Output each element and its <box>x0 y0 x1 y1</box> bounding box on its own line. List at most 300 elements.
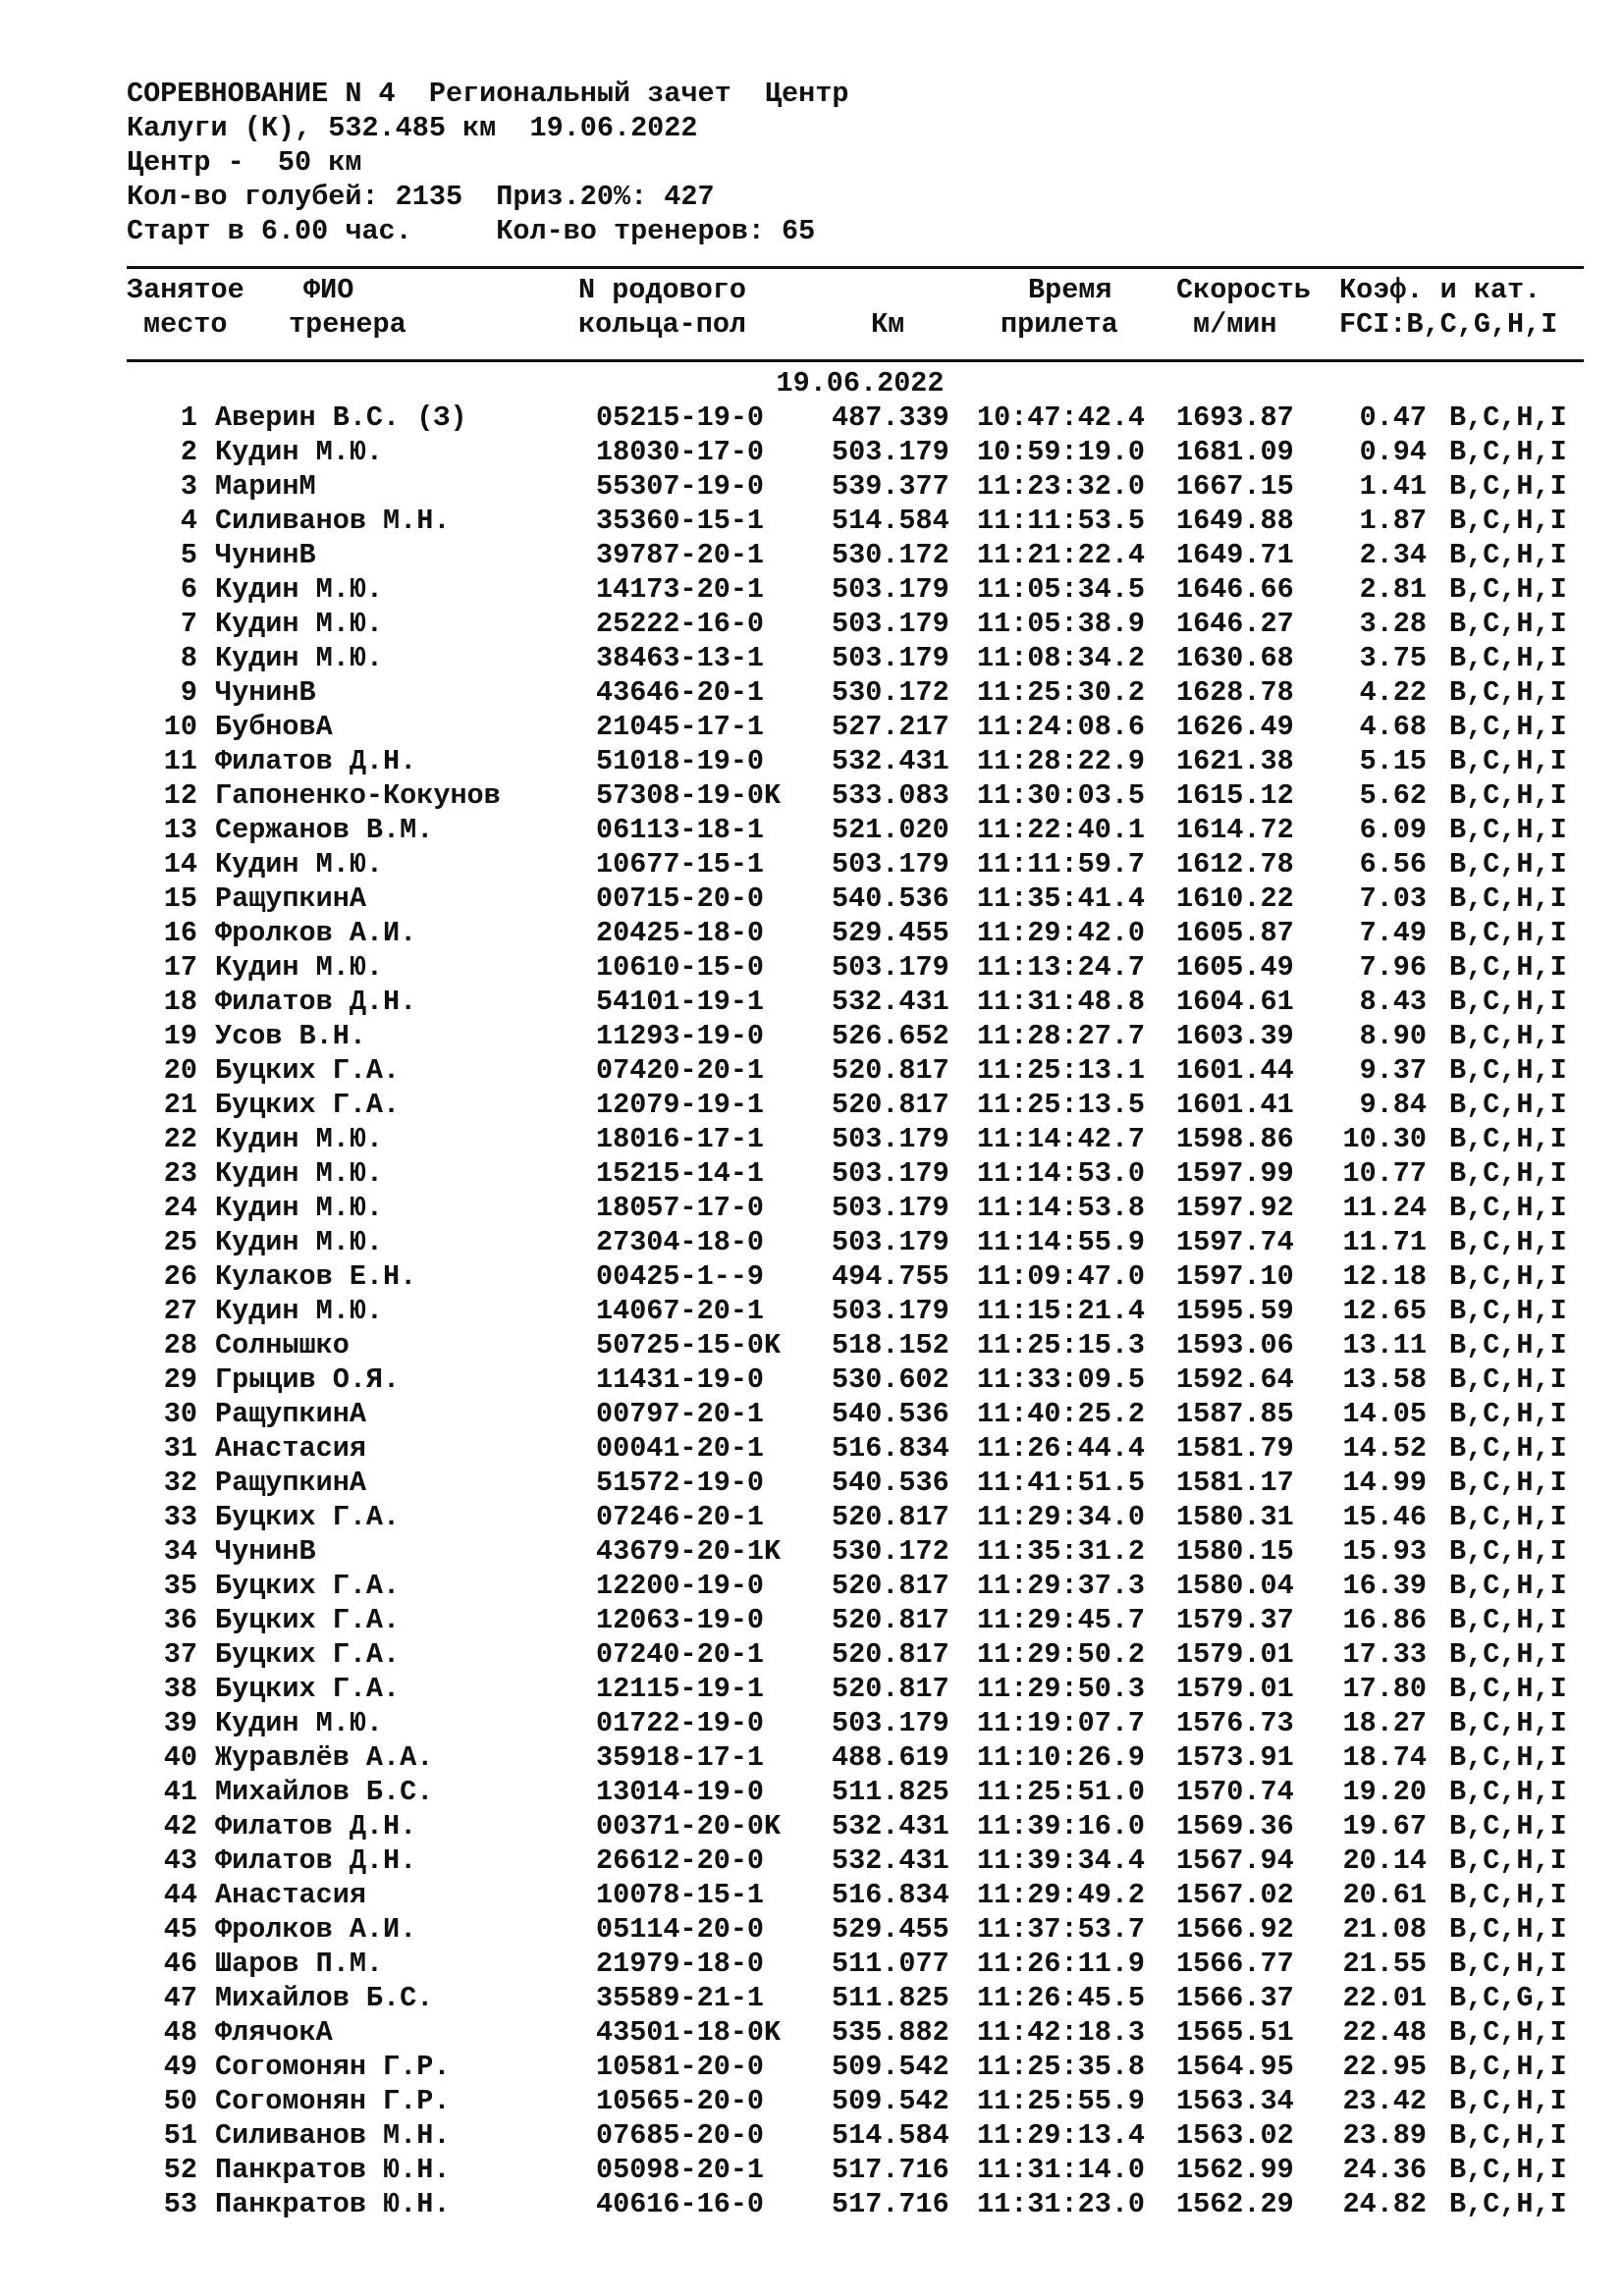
row-arrival-time: 11:31:48.8 <box>977 986 1146 1018</box>
col-speed-line1: Скорость <box>1176 274 1311 306</box>
row-trainer-name: ЧунинВ <box>215 676 316 709</box>
row-distance: 514.584 <box>832 2119 949 2152</box>
table-row <box>127 572 1584 607</box>
row-ring-number: 40616-16-0 <box>596 2188 765 2220</box>
row-categories: B,C,H,I <box>1449 779 1567 812</box>
row-trainer-name: Кудин М.Ю. <box>215 1226 384 1258</box>
row-categories: B,C,H,I <box>1449 1604 1567 1636</box>
row-trainer-name: Журавлёв А.А. <box>215 1741 434 1774</box>
row-arrival-time: 11:35:41.4 <box>977 882 1146 915</box>
table-row <box>127 1259 1584 1294</box>
row-categories: B,C,H,I <box>1449 470 1567 503</box>
row-place: 49 <box>163 2051 197 2083</box>
row-categories: B,C,H,I <box>1449 1467 1567 1499</box>
row-ring-number: 51018-19-0 <box>596 745 765 777</box>
row-speed: 1579.37 <box>1176 1604 1294 1636</box>
row-categories: B,C,H,I <box>1449 1570 1567 1602</box>
table-row <box>127 1637 1584 1672</box>
results-table <box>127 400 1584 2221</box>
row-arrival-time: 11:13:24.7 <box>977 951 1146 984</box>
row-categories: B,C,H,I <box>1449 2016 1567 2049</box>
row-ring-number: 07246-20-1 <box>596 1501 765 1533</box>
row-arrival-time: 11:09:47.0 <box>977 1260 1146 1293</box>
table-row <box>127 1534 1584 1569</box>
row-speed: 1563.34 <box>1176 2085 1294 2117</box>
row-place: 27 <box>163 1295 197 1327</box>
row-ring-number: 07240-20-1 <box>596 1638 765 1671</box>
row-coefficient: 0.94 <box>1359 436 1427 468</box>
row-place: 47 <box>163 1982 197 2014</box>
row-ring-number: 57308-19-0K <box>596 779 782 812</box>
table-row <box>127 2153 1584 2187</box>
row-trainer-name: Кудин М.Ю. <box>215 573 384 606</box>
row-distance: 539.377 <box>832 470 949 503</box>
row-trainer-name: Кудин М.Ю. <box>215 1707 384 1739</box>
row-distance: 503.179 <box>832 848 949 881</box>
row-categories: B,C,H,I <box>1449 1260 1567 1293</box>
row-distance: 503.179 <box>832 1192 949 1224</box>
row-ring-number: 18016-17-1 <box>596 1123 765 1155</box>
table-row <box>127 916 1584 950</box>
row-arrival-time: 11:25:51.0 <box>977 1776 1146 1808</box>
row-ring-number: 11431-19-0 <box>596 1363 765 1396</box>
row-categories: B,C,H,I <box>1449 1879 1567 1911</box>
row-distance: 520.817 <box>832 1089 949 1121</box>
row-trainer-name: Согомонян Г.Р. <box>215 2051 451 2083</box>
row-speed: 1593.06 <box>1176 1329 1294 1362</box>
row-coefficient: 2.81 <box>1359 573 1427 606</box>
row-arrival-time: 11:11:53.5 <box>977 505 1146 537</box>
row-ring-number: 35589-21-1 <box>596 1982 765 2014</box>
table-row <box>127 504 1584 538</box>
row-trainer-name: Панкратов Ю.Н. <box>215 2154 451 2186</box>
row-categories: B,C,H,I <box>1449 608 1567 640</box>
row-trainer-name: Михайлов Б.С. <box>215 1776 434 1808</box>
row-distance: 487.339 <box>832 401 949 434</box>
row-coefficient: 9.84 <box>1359 1089 1427 1121</box>
table-row <box>127 744 1584 778</box>
col-time-line2: прилета <box>1001 308 1118 341</box>
row-trainer-name: Анастасия <box>215 1432 366 1465</box>
row-distance: 530.172 <box>832 1535 949 1568</box>
row-coefficient: 23.89 <box>1342 2119 1427 2152</box>
table-row <box>127 1809 1584 1843</box>
row-place: 7 <box>180 608 197 640</box>
row-place: 15 <box>163 882 197 915</box>
row-speed: 1580.15 <box>1176 1535 1294 1568</box>
row-place: 10 <box>163 711 197 743</box>
row-arrival-time: 11:23:32.0 <box>977 470 1146 503</box>
table-row <box>127 1431 1584 1466</box>
row-speed: 1592.64 <box>1176 1363 1294 1396</box>
row-ring-number: 10078-15-1 <box>596 1879 765 1911</box>
row-arrival-time: 11:29:49.2 <box>977 1879 1146 1911</box>
row-ring-number: 26612-20-0 <box>596 1844 765 1877</box>
table-row <box>127 1843 1584 1878</box>
row-speed: 1566.92 <box>1176 1913 1294 1946</box>
row-speed: 1576.73 <box>1176 1707 1294 1739</box>
row-arrival-time: 11:29:50.2 <box>977 1638 1146 1671</box>
row-arrival-time: 11:25:30.2 <box>977 676 1146 709</box>
row-categories: B,C,H,I <box>1449 711 1567 743</box>
row-distance: 511.077 <box>832 1948 949 1980</box>
row-categories: B,C,H,I <box>1449 917 1567 949</box>
row-place: 4 <box>180 505 197 537</box>
row-arrival-time: 11:42:18.3 <box>977 2016 1146 2049</box>
row-ring-number: 51572-19-0 <box>596 1467 765 1499</box>
row-coefficient: 13.58 <box>1342 1363 1427 1396</box>
row-coefficient: 16.39 <box>1342 1570 1427 1602</box>
row-coefficient: 21.08 <box>1342 1913 1427 1946</box>
row-distance: 535.882 <box>832 2016 949 2049</box>
row-categories: B,C,H,I <box>1449 882 1567 915</box>
row-distance: 488.619 <box>832 1741 949 1774</box>
row-distance: 540.536 <box>832 882 949 915</box>
row-place: 35 <box>163 1570 197 1602</box>
row-trainer-name: Кудин М.Ю. <box>215 1192 384 1224</box>
row-trainer-name: Михайлов Б.С. <box>215 1982 434 2014</box>
row-categories: B,C,H,I <box>1449 1398 1567 1430</box>
row-arrival-time: 11:39:34.4 <box>977 1844 1146 1877</box>
row-place: 50 <box>163 2085 197 2117</box>
row-place: 30 <box>163 1398 197 1430</box>
row-arrival-time: 10:47:42.4 <box>977 401 1146 434</box>
row-coefficient: 24.36 <box>1342 2154 1427 2186</box>
row-speed: 1667.15 <box>1176 470 1294 503</box>
row-arrival-time: 11:29:34.0 <box>977 1501 1146 1533</box>
row-arrival-time: 11:05:38.9 <box>977 608 1146 640</box>
row-speed: 1566.77 <box>1176 1948 1294 1980</box>
row-coefficient: 8.43 <box>1359 986 1427 1018</box>
row-coefficient: 7.96 <box>1359 951 1427 984</box>
row-place: 31 <box>163 1432 197 1465</box>
row-arrival-time: 11:05:34.5 <box>977 573 1146 606</box>
row-arrival-time: 11:21:22.4 <box>977 539 1146 571</box>
col-km: Км <box>871 308 905 341</box>
row-place: 25 <box>163 1226 197 1258</box>
row-trainer-name: Филатов Д.Н. <box>215 745 417 777</box>
row-speed: 1597.74 <box>1176 1226 1294 1258</box>
row-trainer-name: Гапоненко-Кокунов <box>215 779 501 812</box>
row-arrival-time: 11:11:59.7 <box>977 848 1146 881</box>
row-speed: 1630.68 <box>1176 642 1294 674</box>
row-arrival-time: 11:15:21.4 <box>977 1295 1146 1327</box>
row-distance: 518.152 <box>832 1329 949 1362</box>
row-place: 43 <box>163 1844 197 1877</box>
row-categories: B,C,H,I <box>1449 1673 1567 1705</box>
row-ring-number: 20425-18-0 <box>596 917 765 949</box>
row-speed: 1566.37 <box>1176 1982 1294 2014</box>
row-trainer-name: ЧунинВ <box>215 1535 316 1568</box>
row-coefficient: 3.28 <box>1359 608 1427 640</box>
row-trainer-name: Фролков А.И. <box>215 917 417 949</box>
row-trainer-name: ФлячокА <box>215 2016 333 2049</box>
row-categories: B,C,H,I <box>1449 1913 1567 1946</box>
row-place: 26 <box>163 1260 197 1293</box>
row-ring-number: 21045-17-1 <box>596 711 765 743</box>
row-trainer-name: Сержанов В.М. <box>215 814 434 846</box>
row-place: 37 <box>163 1638 197 1671</box>
row-coefficient: 14.99 <box>1342 1467 1427 1499</box>
row-distance: 530.172 <box>832 539 949 571</box>
row-trainer-name: Филатов Д.Н. <box>215 986 417 1018</box>
row-categories: B,C,H,I <box>1449 848 1567 881</box>
row-trainer-name: Буцких Г.А. <box>215 1570 401 1602</box>
row-distance: 532.431 <box>832 986 949 1018</box>
birds-count: Кол-во голубей: 2135 Приз.20%: 427 <box>127 181 715 213</box>
row-coefficient: 13.11 <box>1342 1329 1427 1362</box>
row-ring-number: 11293-19-0 <box>596 1020 765 1052</box>
row-coefficient: 22.48 <box>1342 2016 1427 2049</box>
row-speed: 1612.78 <box>1176 848 1294 881</box>
row-arrival-time: 11:40:25.2 <box>977 1398 1146 1430</box>
row-speed: 1564.95 <box>1176 2051 1294 2083</box>
row-speed: 1605.87 <box>1176 917 1294 949</box>
row-categories: B,C,G,I <box>1449 1982 1567 2014</box>
row-place: 17 <box>163 951 197 984</box>
row-arrival-time: 11:29:13.4 <box>977 2119 1146 2152</box>
row-place: 18 <box>163 986 197 1018</box>
table-row <box>127 847 1584 881</box>
row-trainer-name: Буцких Г.А. <box>215 1638 401 1671</box>
row-coefficient: 7.49 <box>1359 917 1427 949</box>
row-ring-number: 10581-20-0 <box>596 2051 765 2083</box>
row-arrival-time: 11:26:44.4 <box>977 1432 1146 1465</box>
row-ring-number: 06113-18-1 <box>596 814 765 846</box>
table-row <box>127 1466 1584 1500</box>
row-ring-number: 43501-18-0K <box>596 2016 782 2049</box>
row-speed: 1597.92 <box>1176 1192 1294 1224</box>
row-arrival-time: 11:26:11.9 <box>977 1948 1146 1980</box>
row-trainer-name: БубновА <box>215 711 333 743</box>
row-coefficient: 8.90 <box>1359 1020 1427 1052</box>
row-place: 5 <box>180 539 197 571</box>
row-arrival-time: 11:29:50.3 <box>977 1673 1146 1705</box>
row-distance: 532.431 <box>832 1844 949 1877</box>
row-distance: 520.817 <box>832 1638 949 1671</box>
row-trainer-name: Буцких Г.А. <box>215 1054 401 1087</box>
table-row <box>127 2118 1584 2153</box>
center-radius: Центр - 50 км <box>127 146 362 179</box>
table-row <box>127 1019 1584 1053</box>
row-trainer-name: Панкратов Ю.Н. <box>215 2188 451 2220</box>
table-row <box>127 1569 1584 1603</box>
table-row <box>127 2187 1584 2221</box>
row-ring-number: 10677-15-1 <box>596 848 765 881</box>
row-speed: 1569.36 <box>1176 1810 1294 1842</box>
row-speed: 1614.72 <box>1176 814 1294 846</box>
row-trainer-name: Грыцив О.Я. <box>215 1363 401 1396</box>
row-speed: 1626.49 <box>1176 711 1294 743</box>
row-categories: B,C,H,I <box>1449 2154 1567 2186</box>
row-distance: 520.817 <box>832 1570 949 1602</box>
row-distance: 503.179 <box>832 573 949 606</box>
row-place: 2 <box>180 436 197 468</box>
row-ring-number: 12200-19-0 <box>596 1570 765 1602</box>
row-distance: 529.455 <box>832 1913 949 1946</box>
row-speed: 1621.38 <box>1176 745 1294 777</box>
row-coefficient: 18.27 <box>1342 1707 1427 1739</box>
row-categories: B,C,H,I <box>1449 1020 1567 1052</box>
row-coefficient: 20.14 <box>1342 1844 1427 1877</box>
table-row <box>127 2050 1584 2084</box>
row-trainer-name: Филатов Д.Н. <box>215 1844 417 1877</box>
row-place: 22 <box>163 1123 197 1155</box>
row-categories: B,C,H,I <box>1449 1295 1567 1327</box>
row-ring-number: 07420-20-1 <box>596 1054 765 1087</box>
table-row <box>127 1156 1584 1191</box>
row-distance: 503.179 <box>832 1295 949 1327</box>
table-row <box>127 1225 1584 1259</box>
row-arrival-time: 11:31:14.0 <box>977 2154 1146 2186</box>
row-categories: B,C,H,I <box>1449 1844 1567 1877</box>
row-speed: 1605.49 <box>1176 951 1294 984</box>
row-trainer-name: РащупкинА <box>215 882 366 915</box>
row-ring-number: 54101-19-1 <box>596 986 765 1018</box>
row-categories: B,C,H,I <box>1449 1432 1567 1465</box>
row-coefficient: 14.52 <box>1342 1432 1427 1465</box>
row-trainer-name: Кудин М.Ю. <box>215 608 384 640</box>
row-categories: B,C,H,I <box>1449 1501 1567 1533</box>
row-trainer-name: Филатов Д.Н. <box>215 1810 417 1842</box>
row-speed: 1563.02 <box>1176 2119 1294 2152</box>
row-coefficient: 9.37 <box>1359 1054 1427 1087</box>
row-trainer-name: Буцких Г.А. <box>215 1501 401 1533</box>
row-categories: B,C,H,I <box>1449 436 1567 468</box>
row-categories: B,C,H,I <box>1449 642 1567 674</box>
row-arrival-time: 11:10:26.9 <box>977 1741 1146 1774</box>
row-categories: B,C,H,I <box>1449 1192 1567 1224</box>
row-ring-number: 25222-16-0 <box>596 608 765 640</box>
row-distance: 509.542 <box>832 2051 949 2083</box>
row-ring-number: 35360-15-1 <box>596 505 765 537</box>
row-arrival-time: 11:41:51.5 <box>977 1467 1146 1499</box>
row-speed: 1562.29 <box>1176 2188 1294 2220</box>
row-coefficient: 20.61 <box>1342 1879 1427 1911</box>
row-speed: 1693.87 <box>1176 401 1294 434</box>
table-row <box>127 675 1584 710</box>
row-speed: 1615.12 <box>1176 779 1294 812</box>
row-ring-number: 43679-20-1K <box>596 1535 782 1568</box>
table-row <box>127 641 1584 675</box>
column-headers <box>127 273 1584 342</box>
row-distance: 527.217 <box>832 711 949 743</box>
col-place-line1: Занятое <box>127 274 244 306</box>
row-ring-number: 50725-15-0K <box>596 1329 782 1362</box>
row-place: 24 <box>163 1192 197 1224</box>
row-arrival-time: 11:22:40.1 <box>977 814 1146 846</box>
row-speed: 1573.91 <box>1176 1741 1294 1774</box>
row-categories: B,C,H,I <box>1449 539 1567 571</box>
row-trainer-name: Буцких Г.А. <box>215 1673 401 1705</box>
row-coefficient: 10.30 <box>1342 1123 1427 1155</box>
row-speed: 1581.17 <box>1176 1467 1294 1499</box>
row-ring-number: 55307-19-0 <box>596 470 765 503</box>
table-row <box>127 1740 1584 1775</box>
row-distance: 533.083 <box>832 779 949 812</box>
row-arrival-time: 11:37:53.7 <box>977 1913 1146 1946</box>
row-place: 44 <box>163 1879 197 1911</box>
row-distance: 503.179 <box>832 1707 949 1739</box>
row-coefficient: 17.33 <box>1342 1638 1427 1671</box>
row-coefficient: 4.22 <box>1359 676 1427 709</box>
header-divider <box>127 266 1584 269</box>
row-speed: 1595.59 <box>1176 1295 1294 1327</box>
table-row <box>127 1053 1584 1088</box>
row-place: 29 <box>163 1363 197 1396</box>
col-coef-line2: FCI:B,C,G,H,I <box>1339 308 1558 341</box>
table-row <box>127 778 1584 813</box>
row-coefficient: 12.18 <box>1342 1260 1427 1293</box>
row-arrival-time: 11:25:15.3 <box>977 1329 1146 1362</box>
row-speed: 1580.04 <box>1176 1570 1294 1602</box>
row-distance: 520.817 <box>832 1501 949 1533</box>
table-row <box>127 1122 1584 1156</box>
table-row <box>127 400 1584 435</box>
row-coefficient: 15.46 <box>1342 1501 1427 1533</box>
row-trainer-name: Шаров П.М. <box>215 1948 384 1980</box>
row-ring-number: 12115-19-1 <box>596 1673 765 1705</box>
row-coefficient: 2.34 <box>1359 539 1427 571</box>
row-place: 45 <box>163 1913 197 1946</box>
table-row <box>127 1981 1584 2015</box>
row-ring-number: 05098-20-1 <box>596 2154 765 2186</box>
race-date: 19.06.2022 <box>776 367 945 400</box>
row-categories: B,C,H,I <box>1449 2085 1567 2117</box>
row-arrival-time: 11:30:03.5 <box>977 779 1146 812</box>
row-speed: 1597.99 <box>1176 1157 1294 1190</box>
row-trainer-name: Кудин М.Ю. <box>215 848 384 881</box>
row-categories: B,C,H,I <box>1449 401 1567 434</box>
row-ring-number: 12063-19-0 <box>596 1604 765 1636</box>
row-place: 23 <box>163 1157 197 1190</box>
row-ring-number: 39787-20-1 <box>596 539 765 571</box>
table-row <box>127 985 1584 1019</box>
row-trainer-name: РащупкинА <box>215 1467 366 1499</box>
row-categories: B,C,H,I <box>1449 1123 1567 1155</box>
row-trainer-name: Кулаков Е.Н. <box>215 1260 417 1293</box>
row-coefficient: 22.01 <box>1342 1982 1427 2014</box>
row-arrival-time: 11:19:07.7 <box>977 1707 1146 1739</box>
row-coefficient: 24.82 <box>1342 2188 1427 2220</box>
row-coefficient: 17.80 <box>1342 1673 1427 1705</box>
row-place: 13 <box>163 814 197 846</box>
row-ring-number: 05215-19-0 <box>596 401 765 434</box>
row-coefficient: 14.05 <box>1342 1398 1427 1430</box>
row-ring-number: 21979-18-0 <box>596 1948 765 1980</box>
row-distance: 503.179 <box>832 436 949 468</box>
row-distance: 540.536 <box>832 1467 949 1499</box>
row-trainer-name: Кудин М.Ю. <box>215 1123 384 1155</box>
row-ring-number: 14173-20-1 <box>596 573 765 606</box>
row-distance: 530.602 <box>832 1363 949 1396</box>
row-arrival-time: 11:29:45.7 <box>977 1604 1146 1636</box>
row-coefficient: 1.41 <box>1359 470 1427 503</box>
row-arrival-time: 11:25:13.5 <box>977 1089 1146 1121</box>
row-place: 52 <box>163 2154 197 2186</box>
row-place: 6 <box>180 573 197 606</box>
row-speed: 1580.31 <box>1176 1501 1294 1533</box>
row-arrival-time: 11:39:16.0 <box>977 1810 1146 1842</box>
row-ring-number: 13014-19-0 <box>596 1776 765 1808</box>
row-speed: 1604.61 <box>1176 986 1294 1018</box>
table-row <box>127 1397 1584 1431</box>
row-arrival-time: 11:08:34.2 <box>977 642 1146 674</box>
row-arrival-time: 11:14:53.0 <box>977 1157 1146 1190</box>
row-trainer-name: Кудин М.Ю. <box>215 951 384 984</box>
row-coefficient: 5.62 <box>1359 779 1427 812</box>
row-coefficient: 12.65 <box>1342 1295 1427 1327</box>
